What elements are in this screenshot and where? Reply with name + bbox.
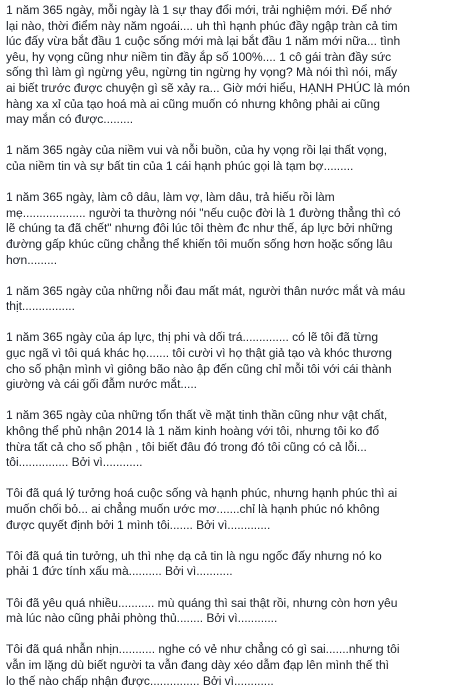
paragraph-3: 1 năm 365 ngày, làm cô dâu, làm vợ, làm dâu, trả hiếu rồi làm mẹ................... người ta thường nói "nếu cuộc đời là 1 đường thẳng thì có lẽ chúng ta đã chết" nhưng đôi lúc tôi thèm đc như thế, áp lực bởi những đường gấp khúc cũng chẳng thể khiến tôi muốn sống hơn hoặc sống lâu hơn......... bbox=[6, 190, 401, 267]
paragraph-8: Tôi đã quá tin tưởng, uh thì nhẹ dạ cả tin là ngu ngốc đấy nhưng nó ko phải 1 đức tính xấu mà.......... Bởi vì........... bbox=[6, 548, 382, 579]
paragraph-5: 1 năm 365 ngày của áp lực, thị phi và dối trá.............. có lẽ tôi đã từng gục ngã vì tôi quá khác họ....... tôi cười vì họ thật giả tạo và khóc thương cho số phận mình vì giông bão nào ập đến cũng chỉ mỗi tôi với cái thành giường và cái gối đẫm nước mắt..... bbox=[6, 330, 392, 392]
paragraph-6: 1 năm 365 ngày của những tổn thất về mặt tinh thần cũng như vật chất, không thể phủ nhận 2014 là 1 năm kinh hoàng với tôi, nhưng tôi ko đổ thừa tất cả cho số phận , tôi biết đâu đó trong đó tôi cũng có cả lỗi... tôi............... Bởi vì............ bbox=[6, 408, 388, 470]
paragraph-10: Tôi đã quá nhẫn nhịn........... nghe có vẻ như chẳng có gì sai.......nhưng tôi vẫn im lặng dù biết người ta vẫn đang dày xéo dẫm đạp lên mình thế thì lo thế nào chấp nhận được............... Bởi vì............ bbox=[6, 642, 400, 688]
post-body bbox=[6, 3, 446, 689]
paragraph-9: Tôi đã yêu quá nhiều........... mù quáng thì sai thật rồi, nhưng còn hơn yêu mà lúc nào cũng phải phòng thủ........ Bởi vì............ bbox=[6, 595, 398, 626]
paragraph-4: 1 năm 365 ngày của những nỗi đau mất mát, người thân nước mắt và máu thịt................ bbox=[6, 283, 406, 314]
paragraph-1: 1 năm 365 ngày, mỗi ngày là 1 sự thay đổi mới, trải nghiệm mới. Để nhớ lại nào, thời điểm này năm ngoái.... uh thì hạnh phúc đầy ngập tràn cả tim lúc đấy vừa bắt đầu 1 cuộc sống mới mà lại bắt đầu 1 năm mới nữa... tình yêu, hy vọng cũng như niềm tin đầy ắp số 100%.... 1 cô gái tràn đầy sức sống thì làm gì ngừng yêu, ngừng tin ngừng hy vọng? Mà nói thì nói, mấy ai biết trước được chuyện gì sẽ xảy ra... Giờ mới hiểu, HẠNH PHÚC là món hàng xa xỉ của tạo hoá mà ai cũng muốn có nhưng không phải ai cũng may mắn có được......... bbox=[6, 3, 410, 127]
paragraph-7: Tôi đã quá lý tưởng hoá cuộc sống và hạnh phúc, nhưng hạnh phúc thì ai muốn chối bỏ... ai chẳng muốn ước mơ.......chỉ là hạnh phúc nó không được quyết định bởi 1 mình tôi....... Bởi vì............. bbox=[6, 486, 398, 532]
paragraph-2: 1 năm 365 ngày của niềm vui và nỗi buồn, của hy vọng rồi lại thất vọng, của niềm tin và sự bất tin của 1 cái hạnh phúc gọi là tạm bợ......... bbox=[6, 143, 388, 173]
